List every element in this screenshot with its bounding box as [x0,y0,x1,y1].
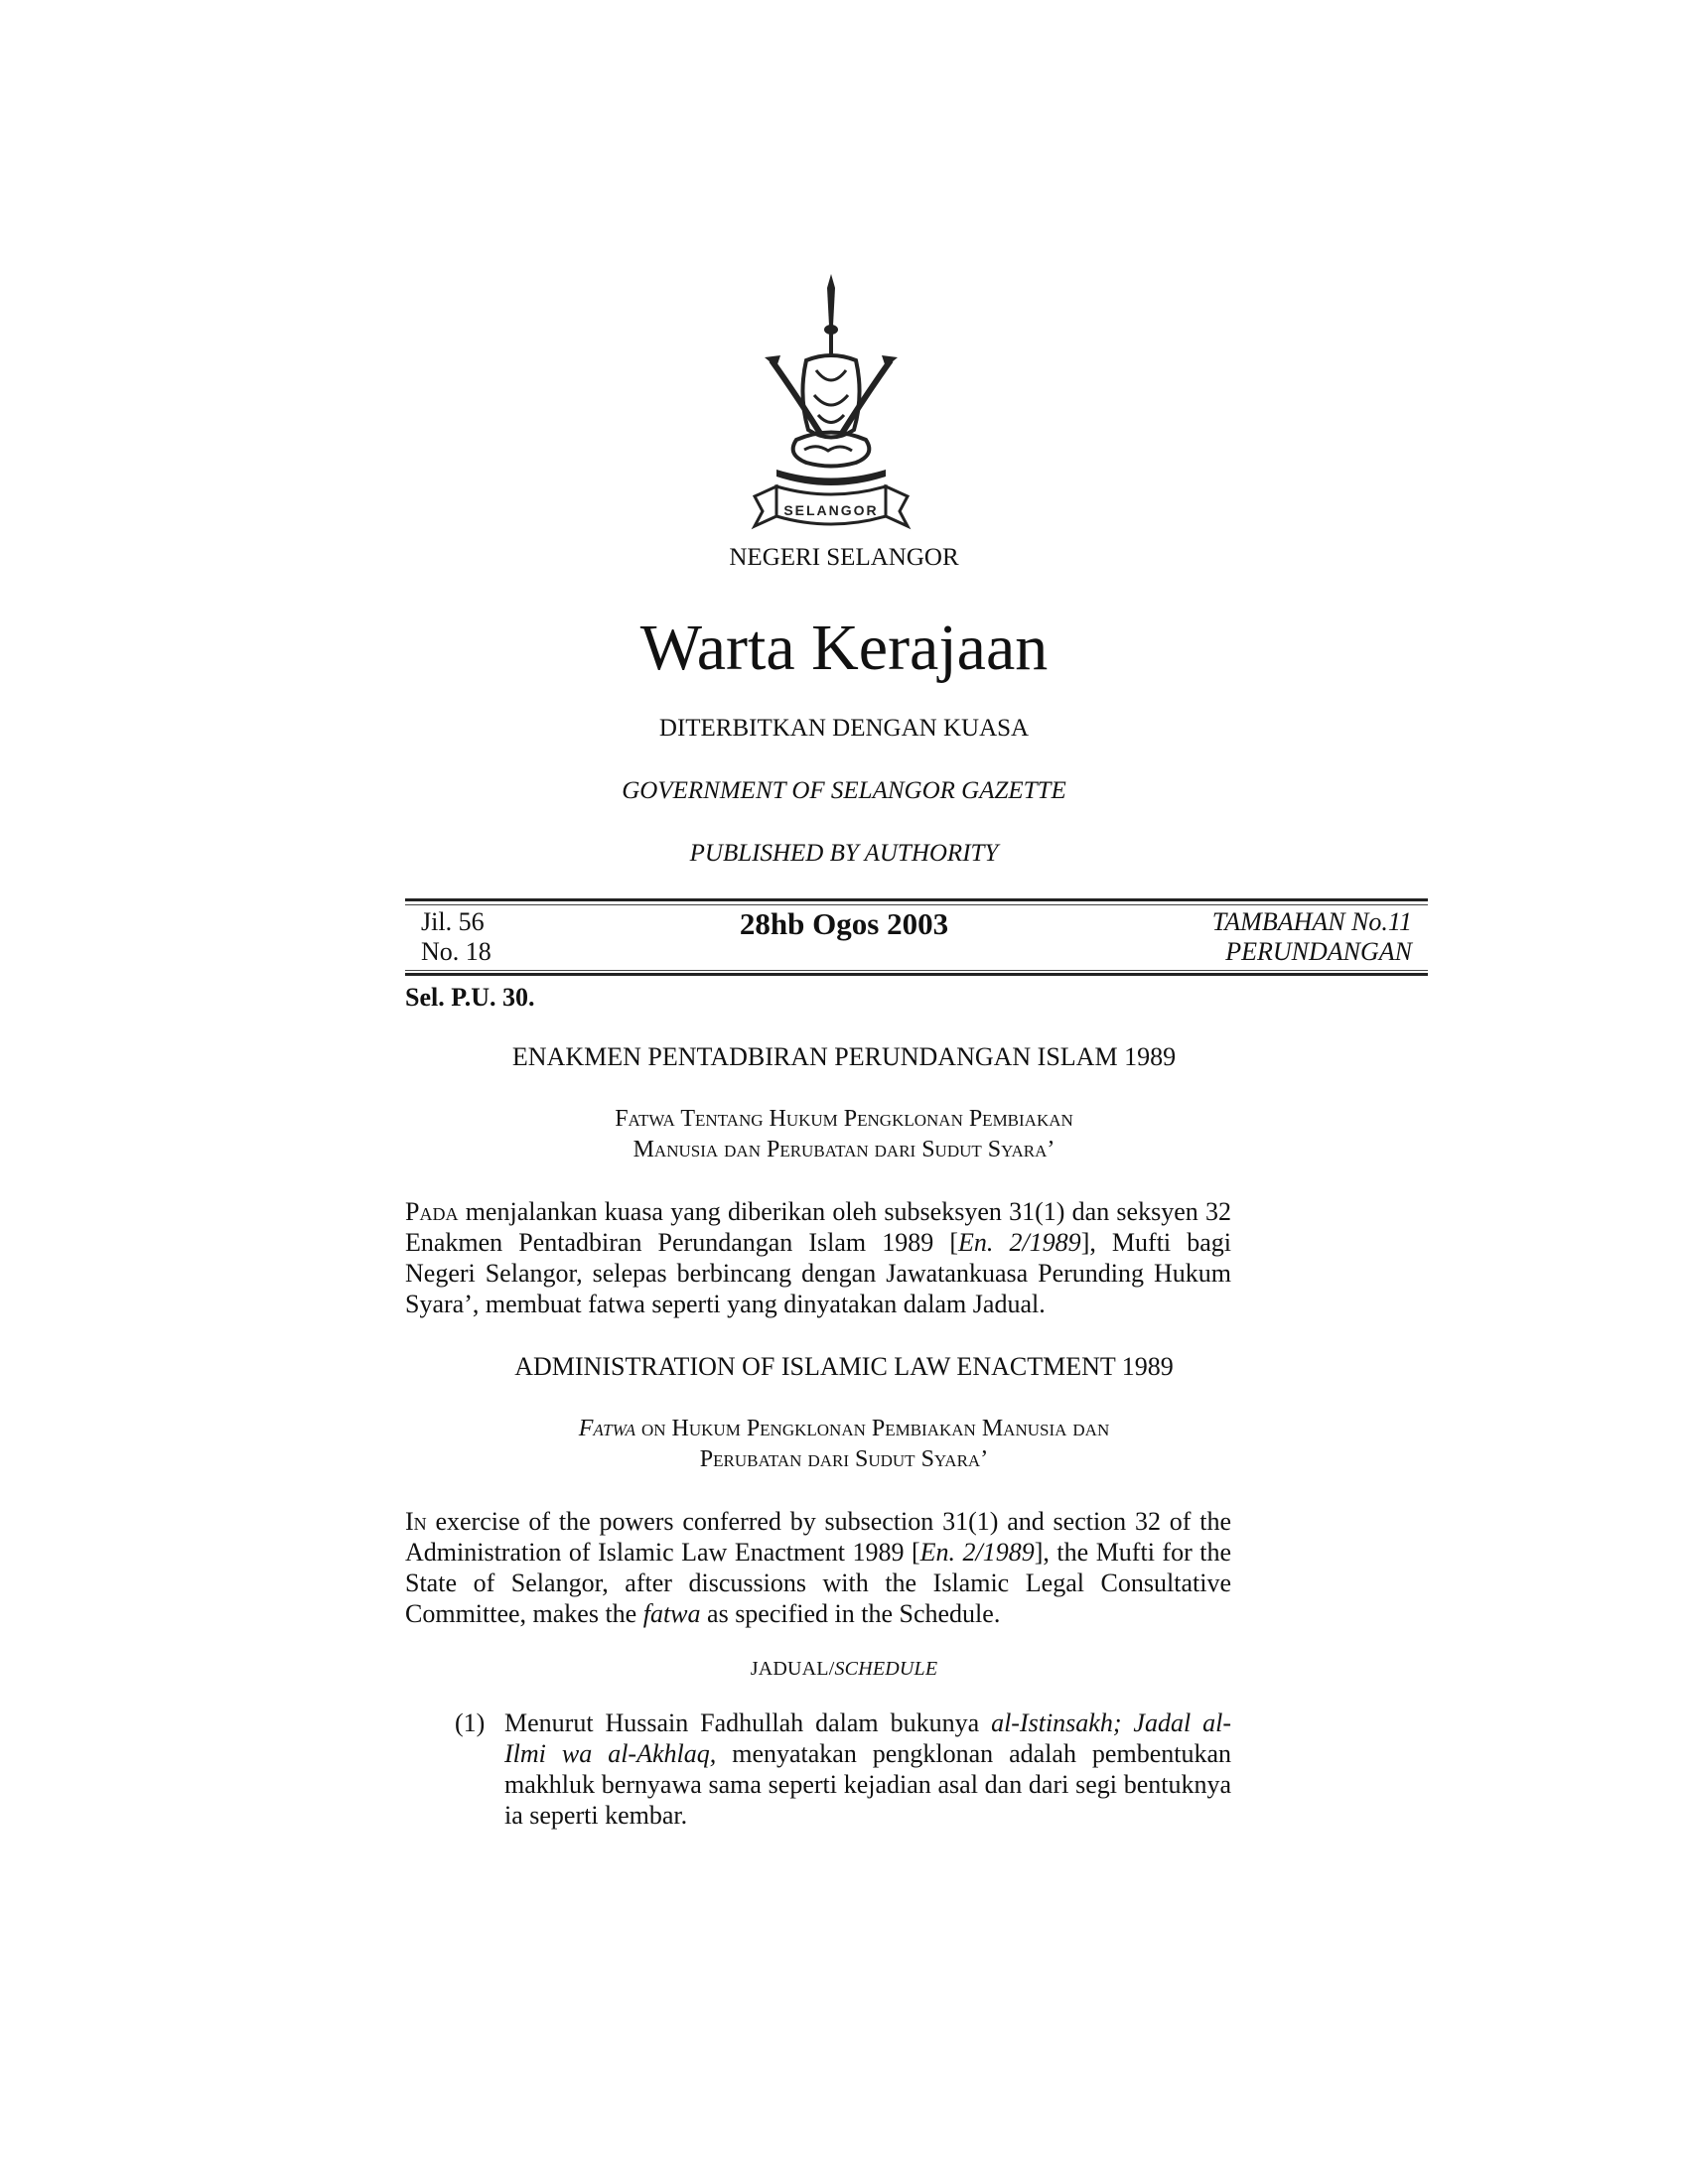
supplement-category: PERUNDANGAN [1225,937,1412,966]
selangor-crest-logo [737,266,925,534]
schedule-item-text [504,1707,1231,1831]
fatwa-heading-english-line1 [0,1416,1688,1442]
preamble-malay-text-1: menjalankan kuasa yang diberikan oleh subseksyen 31(1) dan seksyen 32 Enakmen Pentadbiran Perundangan Islam 1989 [ [405,1197,1231,1257]
schedule-item-text-2: menyatakan pengklonan adalah pembentukan makhluk bernyawa sama seperti kejadian asal dan dari segi bentuknya ia seperti kembar. [504,1739,1231,1830]
fatwa-word: Fatwa [578,1416,635,1441]
fatwa-heading-english-line2: Perubatan dari Sudut Syara’ [699,1446,989,1472]
preamble-malay-reference: En. 2/1989 [957,1228,1081,1257]
preamble-english [405,1506,1231,1629]
fatwa-heading-english-line1-rest: on Hukum Pengklonan Pembiakan Manusia dan [634,1416,1110,1441]
enactment-title-english: ADMINISTRATION OF ISLAMIC LAW ENACTMENT 1989 [514,1352,1174,1381]
preamble-english-lead: In [405,1507,427,1536]
issue-date: 28hb Ogos 2003 [739,906,949,941]
fatwa-heading-malay-line1: Fatwa Tentang Hukum Pengklonan Pembiakan [615,1106,1073,1132]
preamble-english-text-2: ], the Mufti for the State of Selangor, after discussions with the Islamic Legal Consultative Committee, makes the [405,1538,1231,1628]
schedule-item-text-1: Menurut Hussain Fadhullah dalam bukunya [504,1708,992,1737]
schedule-title-malay: JADUAL/ [750,1658,835,1680]
preamble-malay [405,1196,1231,1319]
preamble-malay-text-2: ], Mufti bagi Negeri Selangor, selepas berbincang dengan Jawatankuasa Perunding Hukum Syara’, membuat fatwa seperti yang dinyatakan dalam Jadual. [405,1228,1232,1318]
crest-label: SELANGOR [783,502,879,518]
schedule-title [0,1658,1688,1681]
issue-number: No. 18 [421,937,492,966]
header-top-rule [405,898,1428,901]
header-bottom-rule-thin [405,970,1428,971]
volume-number: Jil. 56 [421,907,485,936]
schedule-item-book-title: al-Istinsakh; Jadal al-Ilmi wa al-Akhlaq, [504,1708,1232,1768]
preamble-english-fatwa: fatwa [642,1599,701,1628]
preamble-malay-lead: Pada [405,1197,459,1226]
preamble-english-text-3: as specified in the Schedule. [700,1599,1001,1628]
schedule-title-english: SCHEDULE [834,1658,938,1680]
header-top-rule-thin [405,904,1428,905]
publication-authority-malay: DITERBITKAN DENGAN KUASA [658,715,1030,742]
legislation-reference: Sel. P.U. 30. [405,983,535,1012]
header-bottom-rule [405,973,1428,976]
supplement-number: TAMBAHAN No.11 [1211,907,1412,936]
publication-authority-english: PUBLISHED BY AUTHORITY [689,840,999,867]
preamble-english-text-1: exercise of the powers conferred by subsection 31(1) and section 32 of the Administration of Islamic Law Enactment 1989 [ [405,1507,1231,1567]
gazette-name-english: GOVERNMENT OF SELANGOR GAZETTE [622,777,1066,804]
state-name: NEGERI SELANGOR [729,544,959,571]
fatwa-heading-malay-line2: Manusia dan Perubatan dari Sudut Syara’ [633,1137,1055,1162]
schedule-item-number: (1) [455,1708,486,1737]
schedule-item [455,1707,1231,1837]
preamble-english-reference: En. 2/1989 [919,1538,1035,1567]
gazette-title: Warta Kerajaan [639,612,1049,684]
enactment-title-malay: ENAKMEN PENTADBIRAN PERUNDANGAN ISLAM 1989 [511,1042,1177,1071]
